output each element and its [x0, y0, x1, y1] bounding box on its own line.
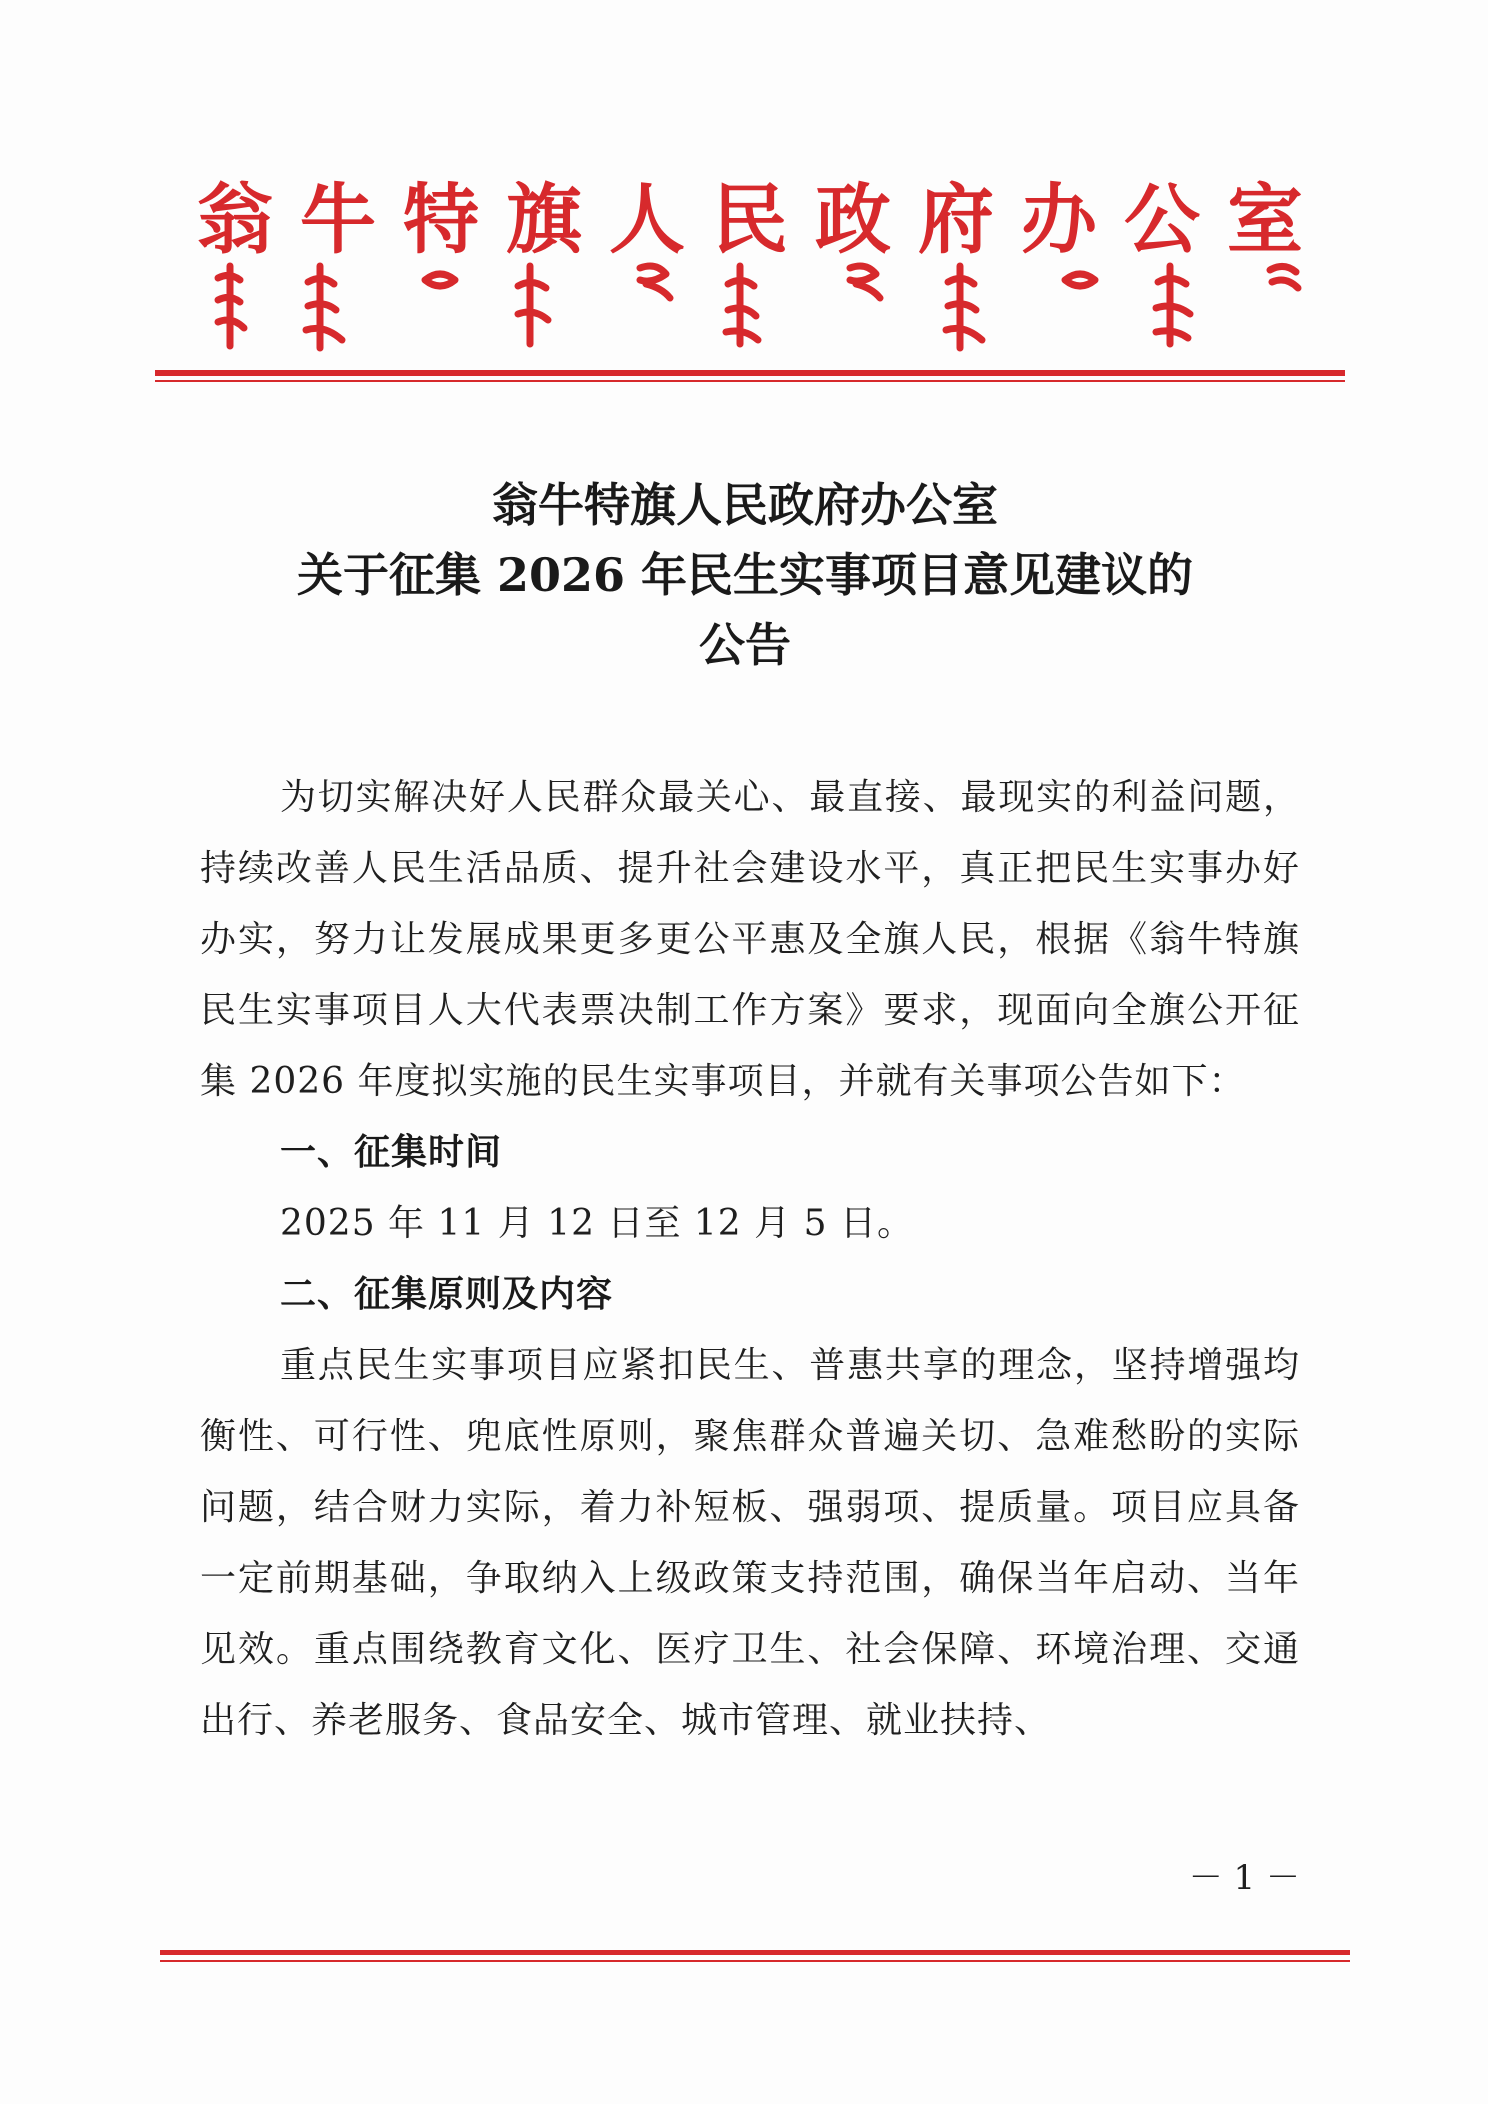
- section-text-time: 2025 年 11 月 12 日至 12 月 5 日。: [280, 1203, 914, 1244]
- masthead-char: 办: [1021, 175, 1097, 264]
- masthead-char: 府: [918, 175, 994, 264]
- mongolian-script-logo: [200, 258, 1310, 358]
- document-body: [200, 762, 1300, 1756]
- title-line-3: 公告: [699, 618, 791, 672]
- footer-red-rule-thin: [160, 1960, 1350, 1962]
- masthead-red-rule-thin: [155, 380, 1345, 382]
- document-title: [150, 470, 1340, 680]
- title-line-1: 翁牛特旗人民政府办公室: [492, 478, 998, 532]
- page-number: － 1 －: [1188, 1858, 1300, 1898]
- masthead-char: 室: [1227, 175, 1303, 264]
- title-line-2: 关于征集 2026 年民生实事项目意见建议的: [296, 548, 1194, 602]
- masthead-title: [190, 170, 1310, 270]
- masthead-char: 牛: [300, 175, 376, 264]
- footer-red-rule: [160, 1950, 1350, 1955]
- section-heading-principles: 二、征集原则及内容: [280, 1274, 614, 1315]
- mongolian-script-graphic: [200, 258, 1310, 358]
- masthead-char: 公: [1124, 175, 1200, 264]
- masthead-red-rule: [155, 370, 1345, 376]
- masthead-char: 民: [712, 175, 788, 264]
- intro-paragraph: 为切实解决好人民群众最关心、最直接、最现实的利益问题，持续改善人民生活品质、提升社会建设水平，真正把民生实事办好办实，努力让发展成果更多更公平惠及全旗人民，根据《翁牛特旗民生实事项目人大代表票决制工作方案》要求，现面向全旗公开征集 2026 年度拟实施的民生实事项目，并就有关事项公告如下：: [200, 777, 1300, 1102]
- section-heading-time: 一、征集时间: [280, 1132, 503, 1173]
- masthead-char: 特: [403, 175, 479, 264]
- masthead-char: 政: [815, 175, 891, 264]
- masthead-char: 翁: [197, 175, 273, 264]
- masthead-char: 旗: [506, 175, 582, 264]
- section-text-principles: 重点民生实事项目应紧扣民生、普惠共享的理念，坚持增强均衡性、可行性、兜底性原则，聚焦群众普遍关切、急难愁盼的实际问题，结合财力实际，着力补短板、强弱项、提质量。项目应具备一定前期基础，争取纳入上级政策支持范围，确保当年启动、当年见效。重点围绕教育文化、医疗卫生、社会保障、环境治理、交通出行、养老服务、食品安全、城市管理、就业扶持、: [200, 1345, 1300, 1741]
- masthead: [190, 170, 1310, 270]
- masthead-char: 人: [609, 175, 685, 264]
